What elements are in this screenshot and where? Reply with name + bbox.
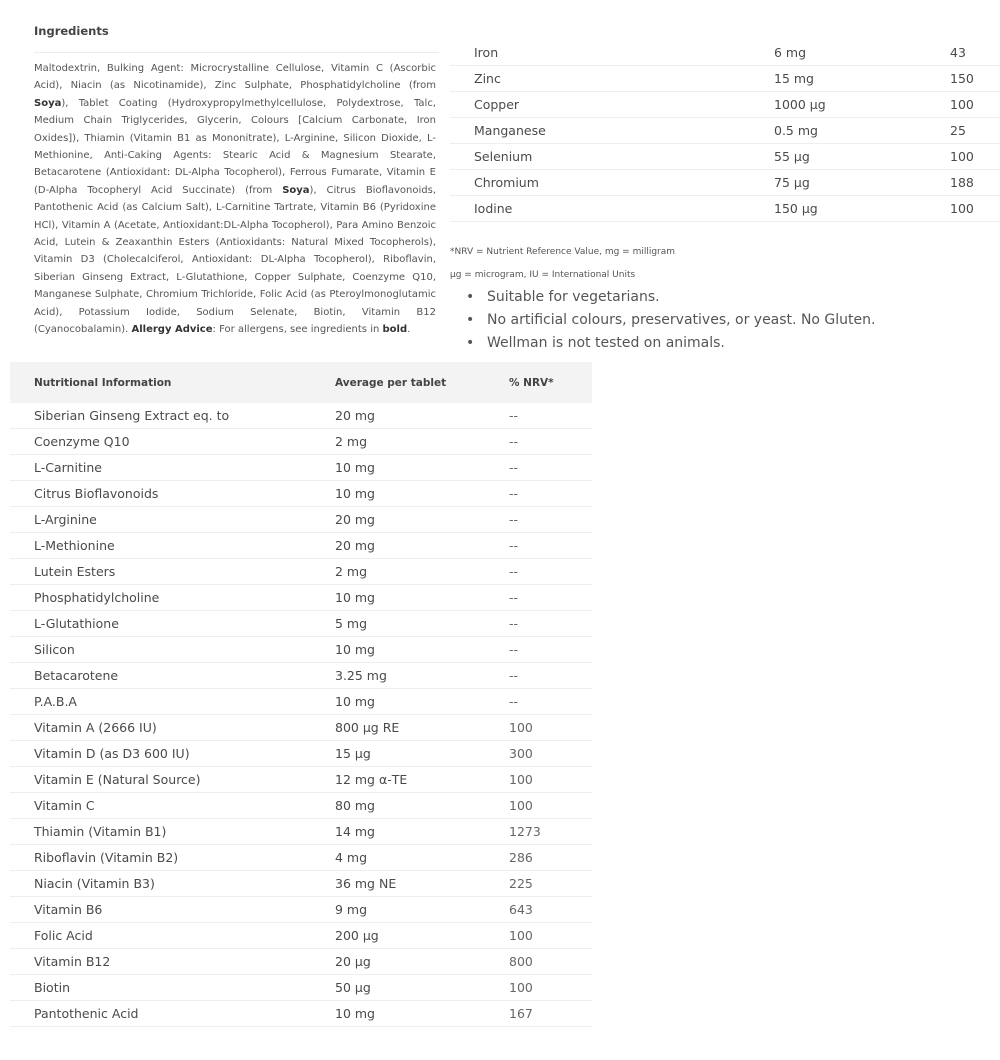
- nutrient-nrv: --: [485, 637, 592, 663]
- nutrient-name: Vitamin A (2666 IU): [10, 715, 311, 741]
- nutrient-name: Citrus Bioflavonoids: [10, 481, 311, 507]
- ingredient-text-segment: : For allergens, see ingredients in: [212, 324, 383, 336]
- nutrient-amount: 80 mg: [311, 793, 485, 819]
- mineral-name: Zinc: [450, 66, 750, 92]
- nutrient-name: Vitamin E (Natural Source): [10, 767, 311, 793]
- nutrient-amount: 12 mg α-TE: [311, 767, 485, 793]
- mineral-row: [450, 196, 1000, 222]
- nutrient-name: Niacin (Vitamin B3): [10, 871, 311, 897]
- mineral-name: Iodine: [450, 196, 750, 222]
- nutrition-header-row: [10, 362, 592, 403]
- nutrient-name: Siberian Ginseng Extract eq. to: [10, 403, 311, 429]
- claim-text: Wellman is not tested on animals.: [487, 335, 725, 351]
- mineral-row: [450, 92, 1000, 118]
- nutrient-amount: 20 mg: [311, 507, 485, 533]
- mineral-amount: 55 µg: [750, 144, 925, 170]
- nutrient-amount: 50 µg: [311, 975, 485, 1001]
- nutrient-amount: 20 mg: [311, 403, 485, 429]
- nutrient-name: Riboflavin (Vitamin B2): [10, 845, 311, 871]
- nutrient-nrv: 167: [485, 1001, 592, 1027]
- ingredients-heading: Ingredients: [34, 24, 109, 38]
- nutrient-name: Pantothenic Acid: [10, 1001, 311, 1027]
- nutrition-row: [10, 845, 592, 871]
- mineral-amount: 1000 µg: [750, 92, 925, 118]
- mineral-name: Selenium: [450, 144, 750, 170]
- claim-item: [463, 309, 875, 332]
- nutrient-amount: 10 mg: [311, 689, 485, 715]
- nutrition-row: [10, 923, 592, 949]
- nutrient-amount: 2 mg: [311, 559, 485, 585]
- nutrient-amount: 5 mg: [311, 611, 485, 637]
- nutrient-nrv: 286: [485, 845, 592, 871]
- nutrient-nrv: --: [485, 611, 592, 637]
- nutrition-row: [10, 455, 592, 481]
- nutrient-nrv: 225: [485, 871, 592, 897]
- nutrition-row: [10, 663, 592, 689]
- nutrition-row: [10, 403, 592, 429]
- ingredient-bold-text: bold: [382, 324, 408, 336]
- nutrient-name: Phosphatidylcholine: [10, 585, 311, 611]
- nutrient-name: Vitamin B6: [10, 897, 311, 923]
- product-claims-list: [463, 286, 875, 355]
- nutrient-name: Vitamin B12: [10, 949, 311, 975]
- mineral-name: Copper: [450, 92, 750, 118]
- nutrient-nrv: 100: [485, 793, 592, 819]
- nutrient-amount: 15 µg: [311, 741, 485, 767]
- nutrient-name: L-Glutathione: [10, 611, 311, 637]
- nutrient-name: Lutein Esters: [10, 559, 311, 585]
- nutrient-nrv: 100: [485, 715, 592, 741]
- nutrition-row: [10, 689, 592, 715]
- mineral-row: [450, 66, 1000, 92]
- nutrient-amount: 10 mg: [311, 481, 485, 507]
- mineral-name: Chromium: [450, 170, 750, 196]
- nutrition-row: [10, 611, 592, 637]
- nutrient-name: Biotin: [10, 975, 311, 1001]
- nutrient-amount: 14 mg: [311, 819, 485, 845]
- units-footnote: µg = microgram, IU = International Units: [450, 270, 636, 280]
- nutrition-row: [10, 481, 592, 507]
- claim-item: [463, 332, 875, 355]
- mineral-nrv: 150: [925, 66, 1000, 92]
- mineral-row: [450, 40, 1000, 66]
- nutrient-nrv: --: [485, 429, 592, 455]
- bullet-icon: •: [466, 289, 475, 305]
- nutrition-row: [10, 507, 592, 533]
- nutrient-nrv: --: [485, 559, 592, 585]
- nutrition-row: [10, 975, 592, 1001]
- nutrient-amount: 20 mg: [311, 533, 485, 559]
- ingredient-text-segment: ), Citrus Bioflavonoids, Pantothenic Acid (as Calcium Salt), L-Carnitine Tartrate, Vitamin B6 (Pyridoxine HCl), Vitamin A (Acetate, Antioxidant:DL-Alpha Tocopherol), Para Amino Benzoic Acid, Lutein & Zeaxanthin Esters (Antioxidants: Natural Mixed Tocopherols), Vitamin D3 (Cholecalciferol, Antioxidant: DL-Alpha Tocopherol), Riboflavin, Siberian Ginseng Extract, L-Glutathione, Copper Sulphate, Coenzyme Q10, Manganese Sulphate, Chromium Trichloride, Folic Acid (as Pteroylmonoglutamic Acid), Potassium Iodide, Sodium Selenate, Biotin, Vitamin B12 (Cyanocobalamin).: [34, 184, 437, 336]
- nutrient-nrv: 100: [485, 923, 592, 949]
- nutrition-row: [10, 429, 592, 455]
- nutrient-nrv: 100: [485, 975, 592, 1001]
- mineral-nrv: 100: [925, 144, 1000, 170]
- nutrient-name: Vitamin D (as D3 600 IU): [10, 741, 311, 767]
- nutrient-nrv: 300: [485, 741, 592, 767]
- mineral-amount: 0.5 mg: [750, 118, 925, 144]
- nutrition-row: [10, 767, 592, 793]
- ingredient-bold-text: Soya: [34, 97, 62, 109]
- nutrient-amount: 10 mg: [311, 455, 485, 481]
- ingredients-divider: [34, 52, 439, 53]
- nrv-footnote: *NRV = Nutrient Reference Value, mg = milligram: [450, 247, 676, 257]
- mineral-amount: 15 mg: [750, 66, 925, 92]
- nutrient-amount: 3.25 mg: [311, 663, 485, 689]
- nutrient-name: Coenzyme Q10: [10, 429, 311, 455]
- nutrient-amount: 2 mg: [311, 429, 485, 455]
- mineral-amount: 75 µg: [750, 170, 925, 196]
- claim-item: [463, 286, 875, 309]
- nutrient-nrv: 643: [485, 897, 592, 923]
- nutrient-name: L-Methionine: [10, 533, 311, 559]
- nutrient-column-header: Nutritional Information: [10, 362, 311, 403]
- nutrition-row: [10, 897, 592, 923]
- nutrient-name: Folic Acid: [10, 923, 311, 949]
- nutrition-row: [10, 819, 592, 845]
- ingredient-bold-text: Soya: [282, 184, 310, 196]
- ingredient-text-segment: Maltodextrin, Bulking Agent: Microcrystalline Cellulose, Vitamin C (Ascorbic Acid), Niacin (as Nicotinamide), Zinc Sulphate, Phosphatidylcholine (from: [34, 63, 436, 92]
- nutrient-nrv: --: [485, 663, 592, 689]
- nutrition-table: [10, 362, 592, 1027]
- nutrition-row: [10, 871, 592, 897]
- mineral-nrv: 100: [925, 196, 1000, 222]
- nutrient-name: Silicon: [10, 637, 311, 663]
- nutrition-row: [10, 585, 592, 611]
- nutrient-amount: 10 mg: [311, 1001, 485, 1027]
- bullet-icon: •: [466, 335, 475, 351]
- mineral-row: [450, 144, 1000, 170]
- nutrient-amount: 10 mg: [311, 585, 485, 611]
- nutrient-nrv: --: [485, 533, 592, 559]
- mineral-name: Manganese: [450, 118, 750, 144]
- nutrition-row: [10, 533, 592, 559]
- ingredient-text-segment: ), Tablet Coating (Hydroxypropylmethylcellulose, Polydextrose, Talc, Medium Chain Triglycerides, Glycerin, Colours [Calcium Carbonate, Iron Oxides]), Thiamin (Vitamin B1 as Mononitrate), L-Arginine, Silicon Dioxide, L-Methionine, Anti-Caking Agents: Stearic Acid & Magnesium Stearate, Betacarotene (Antioxidant: DL-Alpha Tocopherol), Ferrous Fumarate, Vitamin E (D-Alpha Tocopheryl Acid Succinate) (from: [34, 97, 436, 196]
- mineral-nrv: 43: [925, 40, 1000, 66]
- nrv-column-header: % NRV*: [485, 362, 592, 403]
- nutrient-name: P.A.B.A: [10, 689, 311, 715]
- nutrient-nrv: --: [485, 689, 592, 715]
- nutrient-amount: 4 mg: [311, 845, 485, 871]
- ingredients-text: [34, 60, 436, 339]
- nutrient-amount: 36 mg NE: [311, 871, 485, 897]
- bullet-icon: •: [466, 312, 475, 328]
- nutrient-amount: 200 µg: [311, 923, 485, 949]
- claim-text: No artificial colours, preservatives, or yeast. No Gluten.: [487, 312, 876, 328]
- nutrition-row: [10, 793, 592, 819]
- claim-text: Suitable for vegetarians.: [487, 289, 660, 305]
- nutrient-nrv: --: [485, 455, 592, 481]
- mineral-amount: 150 µg: [750, 196, 925, 222]
- ingredient-bold-text: Allergy Advice: [131, 324, 213, 336]
- nutrient-nrv: --: [485, 585, 592, 611]
- mineral-name: Iron: [450, 40, 750, 66]
- mineral-row: [450, 170, 1000, 196]
- nutrient-amount: 20 µg: [311, 949, 485, 975]
- ingredient-text-segment: .: [407, 324, 411, 336]
- nutrition-row: [10, 559, 592, 585]
- nutrient-amount: 800 µg RE: [311, 715, 485, 741]
- mineral-row: [450, 118, 1000, 144]
- nutrient-name: Betacarotene: [10, 663, 311, 689]
- nutrient-amount: 10 mg: [311, 637, 485, 663]
- nutrient-name: Vitamin C: [10, 793, 311, 819]
- nutrient-amount: 9 mg: [311, 897, 485, 923]
- mineral-nrv: 188: [925, 170, 1000, 196]
- mineral-amount: 6 mg: [750, 40, 925, 66]
- nutrition-row: [10, 949, 592, 975]
- nutrition-row: [10, 741, 592, 767]
- nutrition-row: [10, 715, 592, 741]
- mineral-nrv: 100: [925, 92, 1000, 118]
- nutrient-name: L-Arginine: [10, 507, 311, 533]
- nutrition-row: [10, 1001, 592, 1027]
- nutrient-nrv: 800: [485, 949, 592, 975]
- minerals-table: [450, 40, 1000, 222]
- amount-column-header: Average per tablet: [311, 362, 485, 403]
- nutrient-nrv: 100: [485, 767, 592, 793]
- nutrient-name: L-Carnitine: [10, 455, 311, 481]
- nutrient-nrv: 1273: [485, 819, 592, 845]
- nutrient-nrv: --: [485, 481, 592, 507]
- nutrient-nrv: --: [485, 403, 592, 429]
- mineral-nrv: 25: [925, 118, 1000, 144]
- nutrition-row: [10, 637, 592, 663]
- nutrient-name: Thiamin (Vitamin B1): [10, 819, 311, 845]
- nutrient-nrv: --: [485, 507, 592, 533]
